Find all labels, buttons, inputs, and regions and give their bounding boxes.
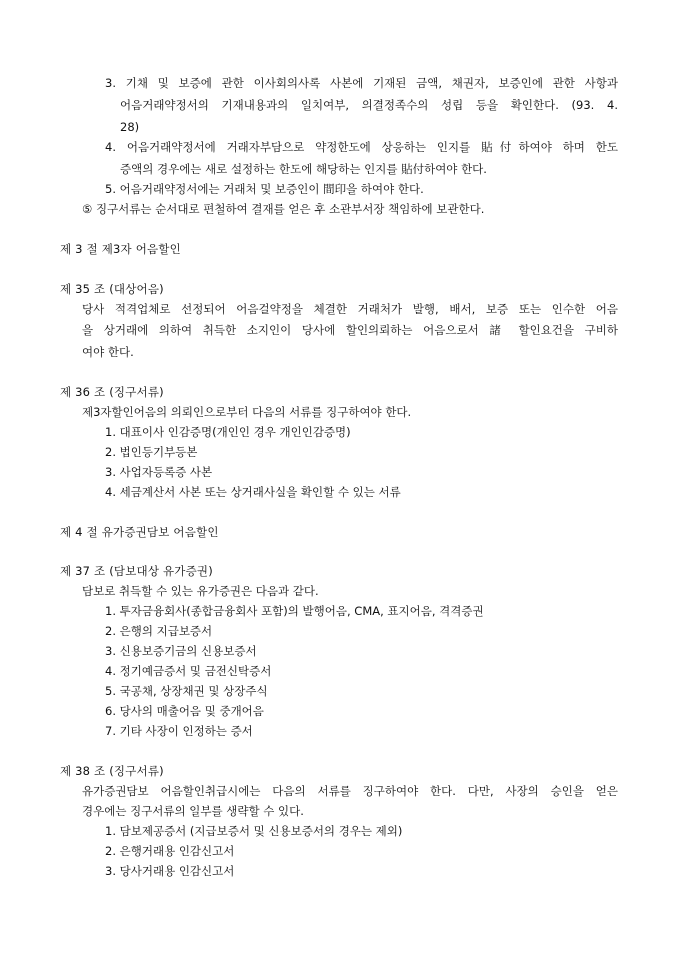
article-38-item-2: 2. 은행거래용 인감신고서: [105, 844, 235, 858]
article-37-intro: 담보로 취득할 수 있는 유가증권은 다음과 같다.: [82, 584, 319, 598]
item-4-line-1: 4. 어음거래약정서에 거래자부담으로 약정한도에 상응하는 인지를 貼付하여야 하며 한도: [105, 140, 618, 154]
article-37-item-7: 7. 기타 사장이 인정하는 증서: [105, 724, 253, 738]
section-3-title: 제 3 절 제3자 어음할인: [60, 242, 181, 256]
article-35-title: 제 35 조 (대상어음): [60, 282, 164, 296]
article-36-item-1: 1. 대표이사 인감증명(개인인 경우 개인인감증명): [105, 425, 351, 439]
item-3-line-3: 28): [120, 120, 140, 134]
section-4-title: 제 4 절 유가증권담보 어음할인: [60, 525, 219, 539]
article-36-intro: 제3자할인어음의 의뢰인으로부터 다음의 서류를 징구하여야 한다.: [82, 405, 412, 419]
article-38-title: 제 38 조 (징구서류): [60, 764, 164, 778]
item-4-line-2: 증액의 경우에는 새로 설정하는 한도에 해당하는 인지를 貼付하여야 한다.: [120, 162, 487, 176]
article-35-line-1: 당사 적격업체로 선정되어 어음걸약정을 체결한 거래처가 발행, 배서, 보증 또는 인수한 어음: [82, 302, 618, 316]
article-37-item-1: 1. 투자금융회사(종합금융회사 포함)의 발행어음, CMA, 표지어음, 격격증권: [105, 604, 484, 618]
article-37-title: 제 37 조 (담보대상 유가증권): [60, 564, 213, 578]
item-3-line-1: 3. 기채 및 보증에 관한 이사회의사록 사본에 기재된 금액, 채권자, 보증인에 관한 사항과: [105, 76, 618, 90]
article-36-item-2: 2. 법인등기부등본: [105, 445, 198, 459]
article-38-item-3: 3. 당사거래용 인감신고서: [105, 864, 235, 878]
item-5: 5. 어음거래약정서에는 거래처 및 보증인이 間印을 하여야 한다.: [105, 182, 424, 196]
article-35-line-3: 여야 한다.: [82, 345, 134, 359]
article-35-line-2: 을 상거래에 의하여 취득한 소지인이 당사에 할인의뢰하는 어음으로서 諸 할인요건을 구비하: [82, 323, 618, 337]
paragraph-5: ⑤ 징구서류는 순서대로 편철하여 결재를 얻은 후 소관부서장 책임하에 보관한다.: [82, 202, 485, 216]
item-3-line-2: 어음거래약정서의 기재내용과의 일치여부, 의결정족수의 성립 등을 확인한다. (93. 4.: [120, 98, 618, 112]
article-38-line-2: 경우에는 징구서류의 일부를 생략할 수 있다.: [82, 804, 304, 818]
article-36-item-3: 3. 사업자등록증 사본: [105, 465, 213, 479]
article-38-item-1: 1. 담보제공증서 (지급보증서 및 신용보증서의 경우는 제외): [105, 824, 403, 838]
article-38-line-1: 유가증권담보 어음할인취급시에는 다음의 서류를 징구하여야 한다. 다만, 사장의 승인을 얻은: [82, 784, 618, 798]
article-37-item-4: 4. 정기예금증서 및 금전신탁증서: [105, 664, 272, 678]
article-37-item-5: 5. 국공채, 상장채권 및 상장주식: [105, 684, 268, 698]
article-36-item-4: 4. 세금계산서 사본 또는 상거래사실을 확인할 수 있는 서류: [105, 485, 401, 499]
article-37-item-2: 2. 은행의 지급보증서: [105, 624, 213, 638]
article-37-item-3: 3. 신용보증기금의 신용보증서: [105, 644, 257, 658]
article-37-item-6: 6. 당사의 매출어음 및 중개어음: [105, 704, 264, 718]
article-36-title: 제 36 조 (징구서류): [60, 385, 164, 399]
